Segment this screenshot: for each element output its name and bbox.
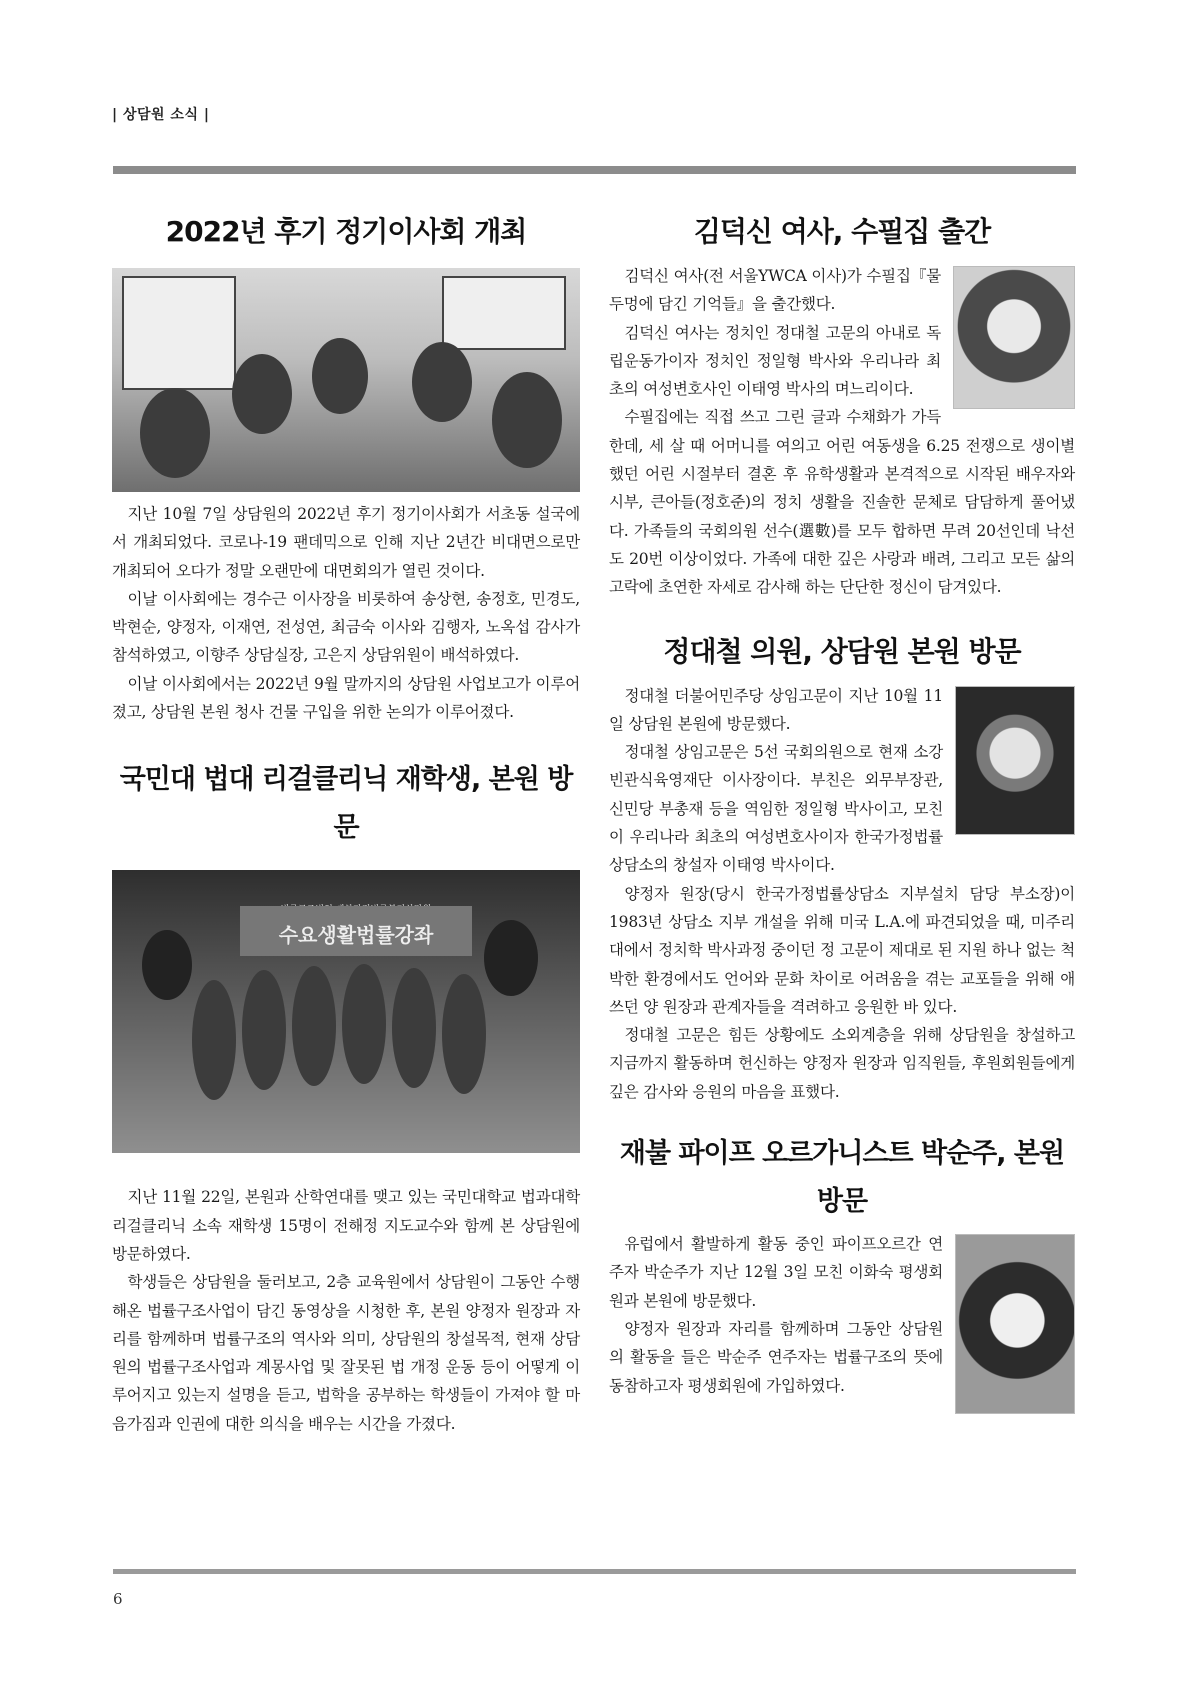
paragraph: 이날 이사회에는 경수근 이사장을 비롯하여 송상현, 송정호, 민경도, 박현순, 양정자, 이재연, 전성연, 최금숙 이사와 김행자, 노옥섭 감사가 참석하였고, 이향주 상담실장, 고은지 상담위원이 배석하였다. [112, 589, 580, 665]
paragraph: 학생들은 상담원을 둘러보고, 2층 교육원에서 상담원이 그동안 수행해온 법률구조사업이 담긴 동영상을 시청한 후, 본원 양정자 원장과 자리를 함께하며 법률구조의 역사와 의미, 상담원의 창설목적, 현재 상담원의 법률구조사업과 계몽사업 및 잘못된 법 개정 운동 등이 어떻게 이루어지고 있는지 설명을 듣고, 법학을 공부하는 학생들이 가져야 할 마음가짐과 인권에 대한 의식을 배우는 시간을 가졌다. [112, 1273, 580, 1433]
right-column [609, 208, 1075, 1420]
person-shape [392, 968, 436, 1088]
person-shape [312, 338, 368, 414]
paragraph: 유럽에서 활발하게 활동 중인 파이프오르간 연주자 박순주가 지난 12월 3일 모친 이화숙 평생회원과 본원에 방문했다. [609, 1235, 943, 1310]
left-column [112, 208, 580, 1438]
paragraph: 양정자 원장과 자리를 함께하며 그동안 상담원의 활동을 들은 박순주 연주자는 법률구조의 뜻에 동참하고자 평생회원에 가입하였다. [609, 1319, 943, 1395]
page-number: 6 [113, 1590, 123, 1608]
paragraph: 양정자 원장(당시 한국가정법률상담소 지부설치 담당 부소장)이 1983년 상담소 지부 개설을 위해 미국 L.A.에 파견되었을 때, 미주리대에서 정치학 박사과정 중이던 정 고문이 제대로 된 지원 하나 없는 척박한 환경에서도 언어와 문화 차이로 어려움을 겪는 교포들을 위해 애쓰던 양 원장과 관계자들을 격려하고 응원한 바 있다. [609, 884, 1075, 1016]
paragraph: 정대철 더불어민주당 상임고문이 지난 10월 11일 상담원 본원에 방문했다. [609, 686, 943, 733]
paragraph: 이날 이사회에서는 2022년 9월 말까지의 상담원 사업보고가 이루어졌고, 상담원 본원 청사 건물 구입을 위한 논의가 이루어졌다. [112, 674, 580, 722]
article-title-jung-visit: 정대철 의원, 상담원 본원 방문 [663, 634, 1021, 668]
paragraph: 수필집에는 직접 쓰고 그린 글과 수채화가 가득한데, 세 살 때 어머니를 여의고 어린 여동생을 6.25 전쟁으로 생이별했던 어린 시절부터 결혼 후 유학생활과 본격적으로 시작된 배우자와 시부, 큰아들(정호준)의 정치 생활을 진솔한 문체로 담담하게 풀어냈다. 가족들의 국회의원 선수(選數)를 모두 합하면 무려 20선인데 낙선도 20번 이상이었다. 가족에 대한 깊은 사랑과 배려, 그리고 모든 삶의 고락에 초연한 자세로 감사해 하는 단단한 정신이 담겨있다. [609, 408, 1075, 597]
person-shape [292, 966, 336, 1086]
person-shape [192, 980, 236, 1100]
speaker-shape [484, 920, 538, 996]
person-shape [232, 354, 292, 434]
paragraph: 정대철 상임고문은 5선 국회의원으로 현재 소강빈관식육영재단 이사장이다. 부친은 외무부장관, 신민당 부총재 등을 역임한 정일형 박사이고, 모친이 우리나라 최초의 여성변호사이자 한국가정법률상담소의 창설자 이태영 박사이다. [609, 743, 943, 875]
speaker-shape [142, 930, 192, 1000]
kim-deoksin-portrait [953, 266, 1075, 409]
window-panel [122, 276, 236, 390]
jung-daecheol-portrait [955, 686, 1075, 835]
person-shape [140, 388, 210, 478]
person-shape [492, 372, 562, 468]
bottom-rule [113, 1569, 1076, 1574]
section-label: | 상담원 소식 | [112, 107, 210, 123]
person-shape [412, 342, 472, 422]
paragraph: 김덕신 여사는 정치인 정대철 고문의 아내로 독립운동가이자 정치인 정일형 박사와 우리나라 최초의 여성변호사인 이태영 박사의 며느리이다. [609, 323, 941, 399]
article-title-organist-visit: 재불 파이프 오르가니스트 박순주, 본원 방문 [619, 1138, 1065, 1218]
legal-clinic-group-photo [112, 870, 580, 1153]
top-rule [113, 166, 1076, 174]
park-soonjoo-portrait [955, 1234, 1075, 1414]
screen-panel [442, 276, 566, 350]
banner-text: 수요생활법률강좌 [240, 906, 472, 956]
paragraph: 지난 11월 22일, 본원과 산학연대를 맺고 있는 국민대학교 법과대학 리걸클리닉 소속 재학생 15명이 전해정 지도교수와 함께 본 상담원에 방문하였다. [112, 1188, 580, 1263]
paragraph: 정대철 고문은 힘든 상황에도 소외계층을 위해 상담원을 창설하고 지금까지 활동하며 헌신하는 양정자 원장과 임직원들, 후원회원들에게 깊은 감사와 응원의 마음을 표했다. [609, 1026, 1075, 1101]
person-shape [442, 974, 486, 1094]
person-shape [242, 970, 286, 1090]
article-title-board-meeting: 2022년 후기 정기이사회 개최 [165, 215, 527, 248]
paragraph: 지난 10월 7일 상담원의 2022년 후기 정기이사회가 서초동 설국에서 개최되었다. 코로나-19 팬데믹으로 인해 지난 2년간 비대면으로만 개최되어 오다가 정말 오랜만에 대면회의가 열린 것이다. [112, 505, 580, 580]
person-shape [342, 964, 386, 1084]
board-meeting-photo [112, 268, 580, 492]
article-title-legal-clinic: 국민대 법대 리걸클리닉 재학생, 본원 방문 [119, 764, 573, 844]
paragraph: 김덕신 여사(전 서울YWCA 이사)가 수필집『물두멍에 담긴 기억들』을 출간했다. [609, 267, 941, 314]
article-title-essay-book: 김덕신 여사, 수필집 출간 [693, 215, 991, 248]
